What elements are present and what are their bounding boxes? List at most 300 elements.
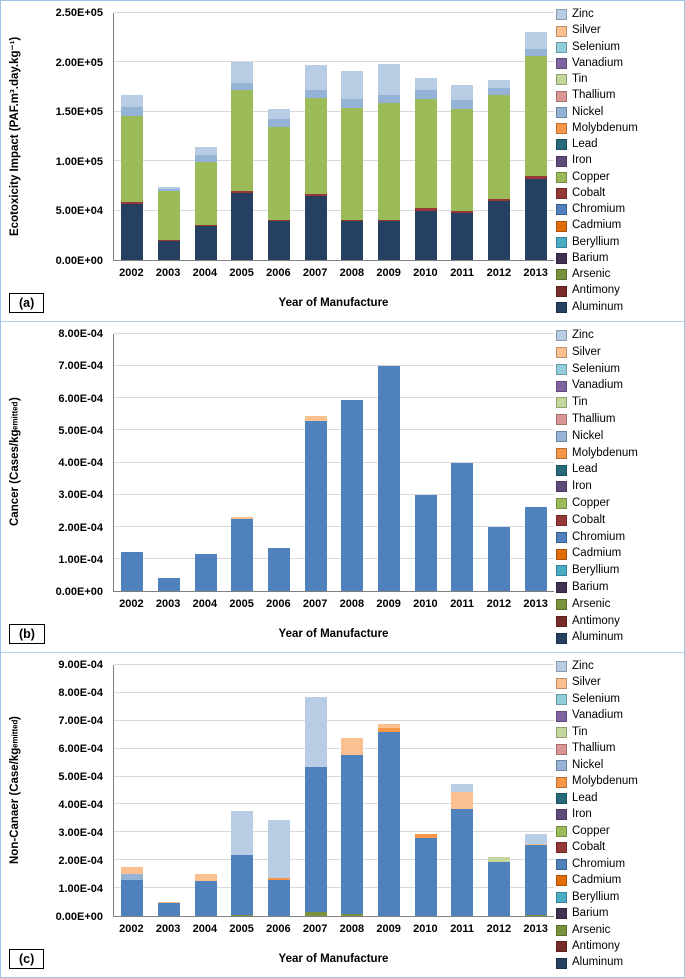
bar-segment-aluminum	[195, 226, 217, 260]
legend-swatch	[556, 694, 567, 705]
y-tick-label: 4.00E-04	[58, 799, 103, 811]
x-tick-label: 2004	[192, 598, 218, 610]
bar-2007	[297, 334, 334, 591]
x-tick-label: 2005	[229, 598, 254, 610]
panel-label: (b)	[9, 624, 45, 644]
bar-segment-chromium	[195, 881, 217, 916]
legend-swatch	[556, 760, 567, 771]
bar-segment-zinc	[268, 820, 290, 879]
bar-segment-nickel	[195, 155, 217, 162]
legend-swatch	[556, 892, 567, 903]
stacked-bars	[114, 334, 554, 591]
x-tick-label: 2006	[266, 923, 291, 935]
legend-swatch	[556, 204, 567, 215]
bar-segment-zinc	[268, 109, 290, 119]
bar-segment-silver	[195, 874, 217, 881]
bar-2010	[407, 13, 444, 260]
x-tick-label: 2002	[119, 598, 144, 610]
legend-swatch	[556, 711, 567, 722]
legend-item-antimony	[556, 616, 680, 628]
legend-swatch	[556, 958, 567, 969]
legend-label: Selenium	[572, 40, 620, 53]
legend-item-iron	[556, 481, 680, 493]
bar-segment-nickel	[488, 88, 510, 95]
legend-item-chromium	[556, 859, 680, 871]
bar-segment-nickel	[451, 100, 473, 109]
legend-swatch	[556, 448, 567, 459]
y-tick-label: 1.50E+05	[55, 106, 103, 119]
bar-segment-zinc	[488, 80, 510, 88]
legend-swatch	[556, 465, 567, 476]
bar-2009	[371, 665, 408, 916]
y-axis-title-subscript: emitted	[10, 401, 20, 430]
x-tick-label: 2007	[302, 598, 328, 610]
legend-label: Nickel	[572, 105, 604, 118]
y-tick-label: 3.00E-04	[58, 827, 103, 839]
x-tick-label: 2004	[192, 267, 218, 279]
legend-swatch	[556, 269, 567, 280]
y-tick-label: 2.50E+05	[55, 7, 103, 19]
bar-segment-silver	[451, 792, 473, 809]
legend-label: Zinc	[572, 329, 594, 341]
legend-label: Cadmium	[572, 547, 622, 560]
bar-segment-chromium	[158, 903, 180, 916]
legend-swatch	[556, 397, 567, 408]
legend-label: Barium	[572, 580, 609, 593]
legend-item-zinc	[556, 330, 680, 342]
legend-item-selenium	[556, 364, 680, 376]
x-tick-label: 2011	[450, 923, 475, 935]
x-tick-label: 2002	[119, 923, 144, 935]
legend-item-barium	[556, 253, 680, 265]
legend-label: Iron	[572, 480, 592, 493]
bar-2008	[334, 13, 371, 260]
bar-segment-zinc	[195, 147, 217, 155]
bar-segment-copper	[231, 90, 253, 191]
legend-label: Nickel	[572, 429, 604, 442]
legend-swatch	[556, 431, 567, 442]
legend-item-silver	[556, 677, 680, 689]
legend-item-antimony	[556, 285, 680, 297]
legend-item-selenium	[556, 42, 680, 54]
legend-label: Tin	[572, 73, 588, 85]
bar-2011	[444, 13, 481, 260]
legend-item-iron	[556, 155, 680, 167]
x-tick-label: 2002	[119, 267, 144, 279]
legend-swatch	[556, 616, 567, 627]
legend-label: Cobalt	[572, 513, 606, 526]
legend-swatch	[556, 188, 567, 199]
x-tick-label: 2012	[486, 267, 512, 279]
x-tick-label: 2009	[376, 923, 401, 935]
x-axis-title: Year of Manufacture	[278, 953, 389, 965]
bar-segment-zinc	[451, 784, 473, 792]
bar-segment-aluminum	[415, 211, 437, 260]
x-tick-label: 2010	[413, 923, 438, 935]
legend-swatch	[556, 381, 567, 392]
bar-segment-nickel	[231, 83, 253, 90]
legend-swatch	[556, 237, 567, 248]
legend-swatch	[556, 842, 567, 853]
legend-item-silver	[556, 25, 680, 37]
bar-2010	[407, 665, 444, 916]
y-tick-label: 0.00E+00	[55, 255, 103, 267]
legend-label: Cobalt	[572, 841, 606, 854]
legend-item-thallium	[556, 414, 680, 426]
bar-segment-nickel	[378, 95, 400, 103]
y-tick-label: 5.00E+04	[55, 205, 103, 218]
chart-panel-b	[1, 322, 684, 653]
legend-swatch	[556, 139, 567, 150]
legend-swatch	[556, 42, 567, 53]
bar-segment-aluminum	[121, 204, 143, 260]
legend-item-cobalt	[556, 842, 680, 854]
bar-2006	[261, 334, 298, 591]
legend-label: Chromium	[572, 857, 626, 870]
y-axis-title-subscript: emitted	[10, 719, 20, 748]
bar-segment-chromium	[451, 463, 473, 592]
legend-swatch	[556, 661, 567, 672]
bar-segment-chromium	[231, 519, 253, 591]
x-tick-label: 2003	[155, 923, 181, 935]
legend-label: Antimony	[572, 284, 620, 297]
legend-item-vanadium	[556, 380, 680, 392]
legend-swatch	[556, 941, 567, 952]
bar-segment-arsenic	[305, 912, 327, 916]
bar-segment-chromium	[415, 838, 437, 916]
legend-item-silver	[556, 347, 680, 359]
bar-segment-chromium	[378, 366, 400, 591]
legend-swatch	[556, 58, 567, 69]
bar-segment-copper	[121, 116, 143, 202]
legend-label: Thallium	[572, 412, 616, 425]
legend-label: Antimony	[572, 939, 620, 952]
bar-segment-arsenic	[525, 915, 547, 916]
legend-swatch	[556, 286, 567, 297]
x-tick-label: 2010	[413, 267, 438, 279]
legend-item-barium	[556, 908, 680, 920]
bar-2009	[371, 334, 408, 591]
legend-label: Nickel	[572, 758, 604, 771]
legend-label: Iron	[572, 808, 592, 821]
legend-item-aluminum	[556, 957, 680, 969]
bar-2004	[187, 13, 224, 260]
legend-item-thallium	[556, 743, 680, 755]
x-tick-label: 2013	[523, 923, 548, 935]
x-tick-label: 2008	[339, 267, 365, 279]
x-tick-label: 2003	[155, 267, 181, 279]
legend-label: Lead	[572, 791, 598, 804]
legend-item-vanadium	[556, 710, 680, 722]
legend-label: Silver	[572, 24, 601, 37]
y-tick-label: 5.00E-04	[58, 771, 103, 783]
x-tick-label: 2008	[339, 598, 365, 610]
legend-item-nickel	[556, 107, 680, 119]
legend-item-aluminum	[556, 632, 680, 644]
bar-segment-aluminum	[231, 193, 253, 260]
x-tick-label: 2009	[376, 267, 401, 279]
y-tick-label: 0.00E+00	[55, 911, 103, 923]
legend-label: Aluminum	[572, 300, 624, 313]
bar-segment-arsenic	[341, 914, 363, 916]
bar-segment-nickel	[341, 99, 363, 108]
legend-swatch	[556, 221, 567, 232]
bar-segment-silver	[341, 738, 363, 755]
legend-swatch	[556, 172, 567, 183]
bar-segment-zinc	[378, 64, 400, 95]
bar-segment-zinc	[305, 65, 327, 90]
bar-2005	[224, 334, 261, 591]
y-tick-label: 6.00E-04	[58, 743, 103, 755]
x-tick-label: 2012	[486, 598, 512, 610]
y-tick-label: 9.00E-04	[58, 659, 103, 671]
bar-segment-chromium	[121, 552, 143, 591]
legend-label: Beryllium	[572, 235, 620, 248]
bar-2013	[517, 665, 554, 916]
legend-swatch	[556, 777, 567, 788]
legend-swatch	[556, 302, 567, 313]
x-tick-label: 2007	[302, 923, 328, 935]
y-tick-label: 5.00E-04	[58, 424, 103, 437]
bar-segment-zinc	[525, 32, 547, 49]
bar-segment-chromium	[341, 400, 363, 591]
legend-item-arsenic	[556, 599, 680, 611]
x-tick-label: 2004	[192, 923, 218, 935]
bar-2006	[261, 665, 298, 916]
legend-swatch	[556, 599, 567, 610]
legend-item-copper	[556, 498, 680, 510]
plot-area	[113, 334, 554, 592]
legend-label: Aluminum	[572, 631, 624, 644]
legend-item-beryllium	[556, 565, 680, 577]
legend-item-zinc	[556, 9, 680, 21]
legend-label: Iron	[572, 154, 592, 167]
legend-label: Zinc	[572, 660, 594, 672]
x-tick-label: 2010	[413, 598, 438, 610]
bar-segment-copper	[195, 162, 217, 225]
legend-item-molybdenum	[556, 776, 680, 788]
legend-swatch	[556, 875, 567, 886]
bar-2002	[114, 665, 151, 916]
y-tick-label: 4.00E-04	[58, 457, 103, 469]
bar-segment-arsenic	[231, 915, 253, 916]
legend-label: Arsenic	[572, 268, 611, 280]
legend-label: Cadmium	[572, 874, 622, 887]
legend-label: Barium	[572, 907, 609, 920]
legend-item-vanadium	[556, 58, 680, 70]
legend-item-copper	[556, 826, 680, 838]
bar-segment-chromium	[195, 554, 217, 591]
y-tick-label: 7.00E-04	[58, 715, 103, 727]
bar-segment-zinc	[525, 834, 547, 844]
legend	[556, 330, 680, 644]
bar-2005	[224, 665, 261, 916]
y-tick-label: 3.00E-04	[58, 489, 103, 502]
panel-label: (c)	[9, 949, 44, 969]
x-tick-label: 2005	[229, 267, 254, 279]
bar-2003	[151, 13, 188, 260]
legend-swatch	[556, 565, 567, 576]
bar-2004	[187, 665, 224, 916]
bar-2009	[371, 13, 408, 260]
bar-segment-chromium	[268, 880, 290, 916]
legend-label: Antimony	[572, 614, 620, 627]
bar-2012	[481, 665, 518, 916]
x-tick-label: 2013	[523, 598, 548, 610]
bar-segment-silver	[121, 867, 143, 874]
bar-2008	[334, 334, 371, 591]
legend-item-zinc	[556, 661, 680, 673]
legend-swatch	[556, 9, 567, 20]
bar-2008	[334, 665, 371, 916]
bar-segment-nickel	[415, 90, 437, 99]
bar-segment-nickel	[525, 49, 547, 56]
bar-segment-chromium	[158, 578, 180, 591]
legend-swatch	[556, 809, 567, 820]
x-tick-label: 2006	[266, 598, 291, 610]
legend-swatch	[556, 744, 567, 755]
legend-label: Copper	[572, 170, 610, 183]
legend-item-thallium	[556, 90, 680, 102]
bar-segment-zinc	[451, 85, 473, 100]
y-tick-label: 6.00E-04	[58, 392, 103, 405]
bar-segment-zinc	[415, 78, 437, 90]
bar-segment-chromium	[305, 421, 327, 591]
legend-swatch	[556, 414, 567, 425]
legend-item-chromium	[556, 204, 680, 216]
plot-area	[113, 13, 554, 261]
x-tick-label: 2011	[450, 598, 475, 610]
legend-item-cadmium	[556, 220, 680, 232]
x-tick-label: 2006	[266, 267, 291, 279]
legend-label: Lead	[572, 463, 598, 476]
bar-segment-copper	[415, 99, 437, 208]
bar-segment-copper	[305, 98, 327, 194]
y-axis-title: Cancer (Cases/kg emitted )	[9, 397, 21, 527]
panel-label: (a)	[9, 293, 44, 313]
bar-2004	[187, 334, 224, 591]
legend-item-nickel	[556, 431, 680, 443]
y-tick-label: 7.00E-04	[58, 360, 103, 373]
legend-label: Tin	[572, 396, 588, 409]
y-axis-title: Ecotoxicity Impact (PAF.m³.day.kg⁻¹)	[9, 36, 21, 236]
legend-label: Beryllium	[572, 890, 620, 903]
bar-segment-copper	[378, 103, 400, 220]
legend-item-beryllium	[556, 892, 680, 904]
x-tick-label: 2011	[450, 267, 475, 279]
x-tick-label: 2005	[229, 923, 254, 935]
legend-item-tin	[556, 397, 680, 409]
legend-swatch	[556, 364, 567, 375]
legend-item-lead	[556, 793, 680, 805]
legend-label: Thallium	[572, 742, 616, 755]
legend-item-tin	[556, 727, 680, 739]
bar-2012	[481, 334, 518, 591]
legend-item-aluminum	[556, 302, 680, 314]
x-tick-label: 2013	[523, 267, 548, 279]
bar-segment-chromium	[525, 845, 547, 915]
bar-segment-copper	[268, 127, 290, 220]
legend-swatch	[556, 532, 567, 543]
legend-swatch	[556, 549, 567, 560]
bar-2011	[444, 334, 481, 591]
legend-item-nickel	[556, 760, 680, 772]
legend-label: Copper	[572, 824, 610, 837]
bar-segment-aluminum	[268, 221, 290, 260]
legend-swatch	[556, 330, 567, 341]
legend-item-lead	[556, 139, 680, 151]
legend-item-cobalt	[556, 188, 680, 200]
x-axis-tick-labels	[113, 923, 554, 941]
legend-swatch	[556, 727, 567, 738]
legend-label: Beryllium	[572, 564, 620, 577]
x-tick-label: 2009	[376, 598, 401, 610]
legend-label: Tin	[572, 725, 588, 738]
bar-segment-aluminum	[305, 196, 327, 260]
y-axis-tick-labels	[31, 328, 109, 598]
x-axis-title: Year of Manufacture	[278, 297, 389, 309]
legend-swatch	[556, 859, 567, 870]
legend-item-lead	[556, 464, 680, 476]
bar-segment-zinc	[231, 62, 253, 83]
chart-panel-a	[1, 1, 684, 322]
legend-item-cadmium	[556, 548, 680, 560]
legend-label: Silver	[572, 345, 601, 358]
legend-swatch	[556, 908, 567, 919]
legend-label: Vanadium	[572, 709, 623, 722]
legend-item-antimony	[556, 941, 680, 953]
x-axis-tick-labels	[113, 267, 554, 285]
legend-label: Thallium	[572, 89, 616, 102]
x-axis-tick-labels	[113, 598, 554, 616]
stacked-bars	[114, 665, 554, 916]
legend-label: Lead	[572, 138, 598, 150]
bar-segment-copper	[451, 109, 473, 211]
legend-label: Vanadium	[572, 379, 623, 392]
legend-label: Aluminum	[572, 956, 624, 969]
bar-segment-copper	[158, 191, 180, 240]
legend-swatch	[556, 156, 567, 167]
legend-label: Selenium	[572, 692, 620, 705]
legend	[556, 9, 680, 313]
legend-label: Barium	[572, 251, 609, 264]
legend-item-barium	[556, 582, 680, 594]
bar-segment-chromium	[341, 755, 363, 914]
legend-label: Copper	[572, 496, 610, 509]
bar-segment-chromium	[451, 809, 473, 916]
bar-segment-chromium	[415, 495, 437, 591]
bar-2012	[481, 13, 518, 260]
bar-segment-chromium	[488, 527, 510, 591]
y-axis-title: Non-Canaer (Case/kg emitted )	[9, 715, 21, 865]
legend-swatch	[556, 826, 567, 837]
x-tick-label: 2008	[339, 923, 365, 935]
bar-2011	[444, 665, 481, 916]
x-tick-label: 2003	[155, 598, 181, 610]
bar-segment-chromium	[231, 855, 253, 915]
legend-label: Vanadium	[572, 56, 623, 69]
x-tick-label: 2007	[302, 267, 328, 279]
bar-2005	[224, 13, 261, 260]
y-tick-label: 2.00E-04	[58, 521, 103, 534]
bar-segment-zinc	[305, 697, 327, 767]
y-tick-label: 0.00E+00	[55, 586, 103, 598]
legend-swatch	[556, 793, 567, 804]
y-tick-label: 8.00E-04	[58, 687, 103, 699]
legend-label: Molybdenum	[572, 775, 638, 788]
bar-2007	[297, 13, 334, 260]
legend-swatch	[556, 498, 567, 509]
